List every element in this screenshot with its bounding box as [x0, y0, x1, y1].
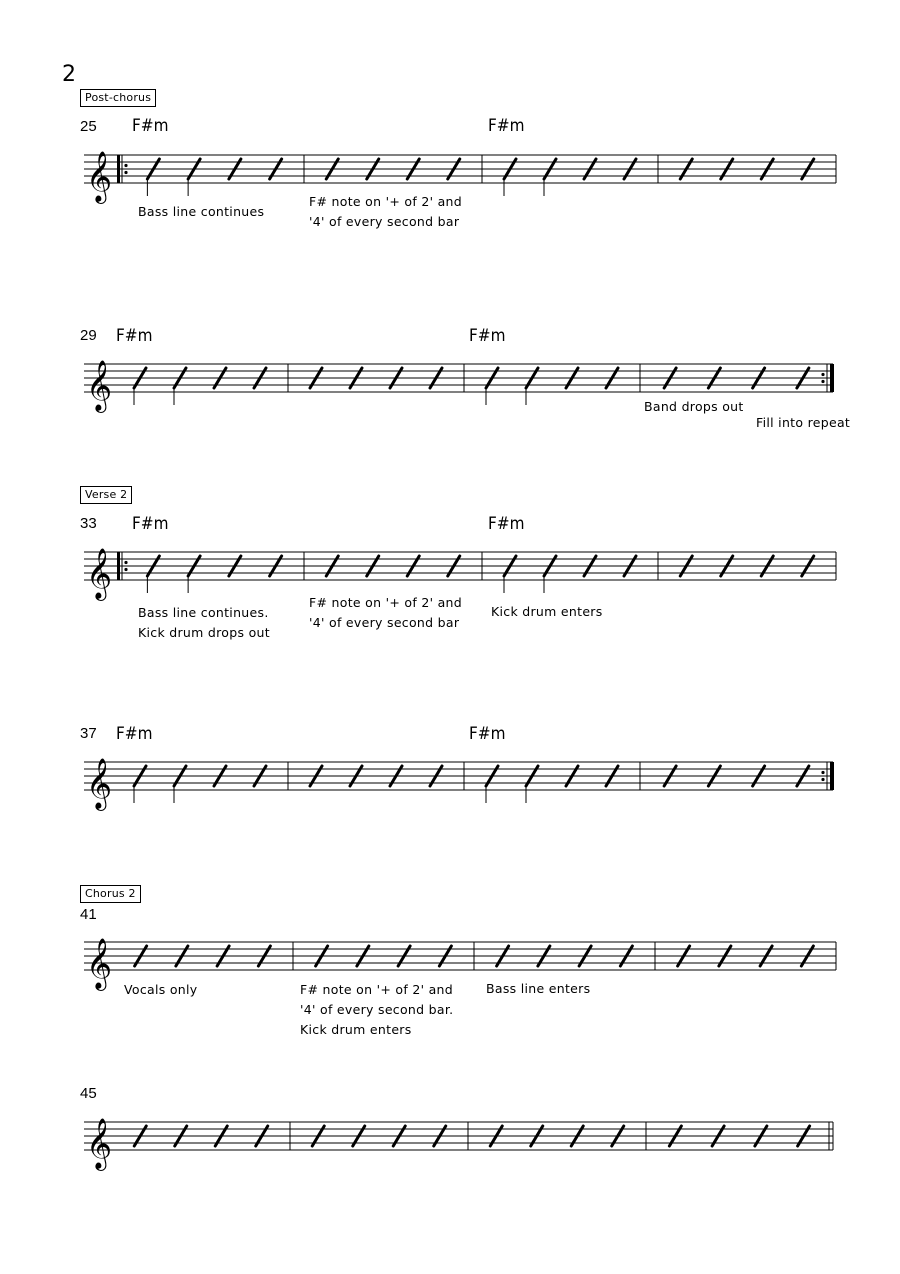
treble-clef-icon: 𝄞: [86, 151, 113, 202]
chord-symbol: F#m: [116, 326, 153, 346]
chord-symbol: F#m: [469, 724, 506, 744]
annotation: Vocals only: [124, 982, 198, 997]
chord-symbol: F#m: [116, 724, 153, 744]
rehearsal-mark: Post-chorus: [80, 89, 156, 107]
annotation: F# note on '+ of 2' and '4' of every second bar: [309, 595, 462, 630]
treble-clef-icon: 𝄞: [86, 360, 113, 411]
treble-clef-icon: 𝄞: [86, 1118, 113, 1169]
chord-symbol: F#m: [469, 326, 506, 346]
annotation: Kick drum enters: [491, 604, 603, 619]
chord-symbol: F#m: [488, 514, 525, 534]
treble-clef-icon: 𝄞: [86, 758, 113, 809]
chord-symbol: F#m: [132, 514, 169, 534]
measure-number: 25: [80, 118, 97, 135]
measure-number: 33: [80, 515, 97, 532]
chord-symbol: F#m: [488, 116, 525, 136]
page-number: 2: [62, 62, 76, 87]
annotation: Band drops out: [644, 399, 744, 414]
treble-clef-icon: 𝄞: [86, 548, 113, 599]
treble-clef-icon: 𝄞: [86, 938, 113, 989]
annotation: Bass line enters: [486, 981, 591, 996]
annotation: F# note on '+ of 2' and '4' of every second bar. Kick drum enters: [300, 982, 454, 1037]
rehearsal-mark: Chorus 2: [80, 885, 141, 903]
annotation: F# note on '+ of 2' and '4' of every second bar: [309, 194, 462, 229]
annotation: Bass line continues: [138, 204, 265, 219]
measure-number: 29: [80, 327, 97, 344]
chord-symbol: F#m: [132, 116, 169, 136]
annotation: Bass line continues. Kick drum drops out: [138, 605, 270, 640]
measure-number: 45: [80, 1085, 97, 1102]
rehearsal-mark: Verse 2: [80, 486, 132, 504]
measure-number: 41: [80, 906, 97, 923]
annotation: Fill into repeat: [756, 415, 851, 430]
measure-number: 37: [80, 725, 97, 742]
